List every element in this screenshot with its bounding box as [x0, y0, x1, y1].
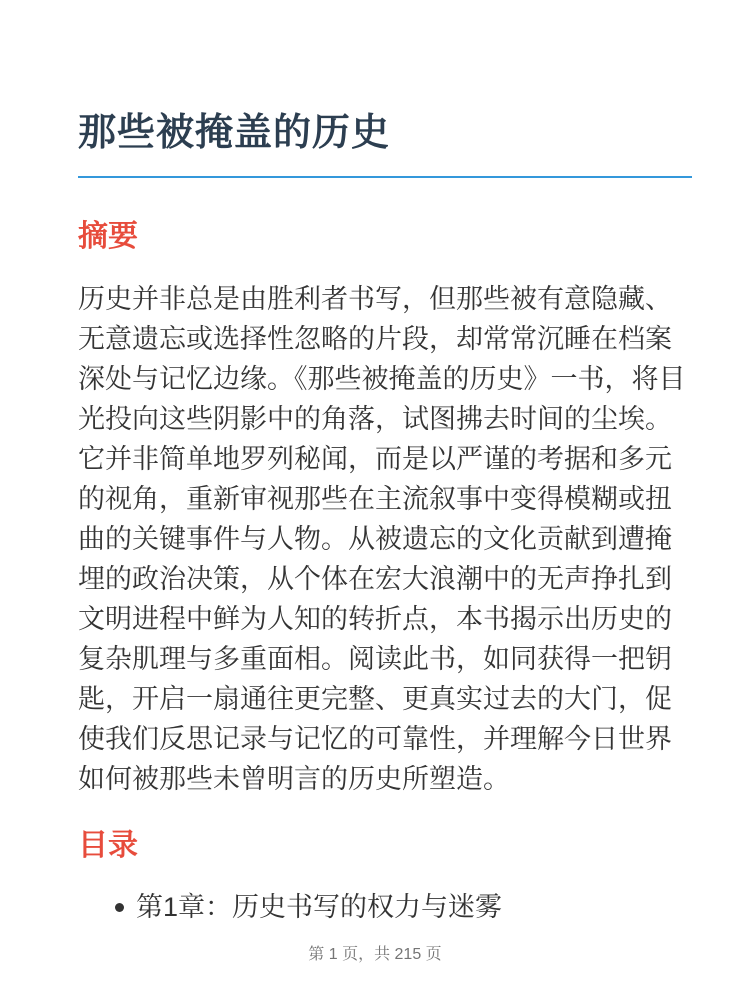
toc-item-chapter-1: 第1章：历史书写的权力与迷雾 — [78, 887, 692, 927]
toc-heading: 目录 — [78, 829, 138, 862]
toc-list — [78, 887, 692, 927]
page-number-indicator: 第 1 页，共 215 页 — [308, 945, 442, 963]
abstract-heading: 摘要 — [78, 219, 138, 253]
abstract-paragraph: 历史并非总是由胜利者书写，但那些被有意隐藏、无意遗忘或选择性忽略的片段，却常常沉睡在档案深处与记忆边缘。《那些被掩盖的历史》一书，将目光投向这些阴影中的角落，试图拂去时间的尘埃。它并非简单地罗列秘闻，而是以严谨的考据和多元的视角，重新审视那些在主流叙事中变得模糊或扭曲的关键事件与人物。从被遗忘的文化贡献到遭掩埋的政治决策，从个体在宏大浪潮中的无声挣扎到文明进程中鲜为人知的转折点，本书揭示出历史的复杂肌理与多重面相。阅读此书，如同获得一把钥匙，开启一扇通往更完整、更真实过去的大门，促使我们反思记录与记忆的可靠性，并理解今日世界如何被那些未曾明言的历史所塑造。 — [78, 284, 686, 794]
page-title: 那些被掩盖的历史 — [78, 110, 692, 178]
